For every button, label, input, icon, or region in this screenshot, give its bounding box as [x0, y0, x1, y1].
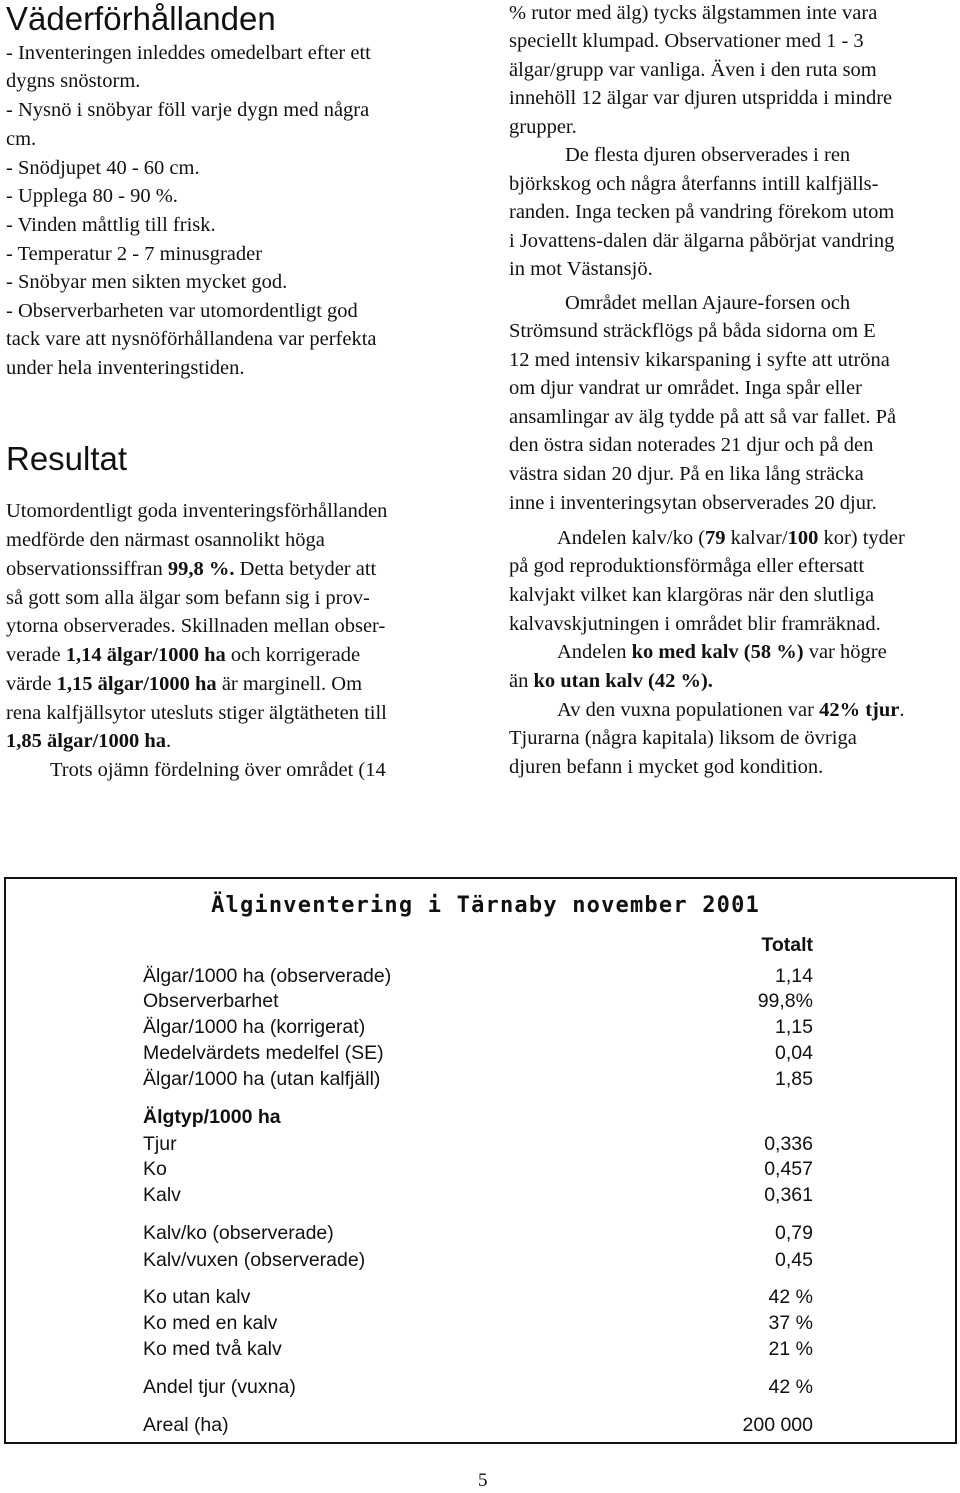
- row-value: 1,14: [775, 965, 813, 987]
- right-text: än: [509, 670, 534, 692]
- section-label: Älgtyp/1000 ha: [143, 1106, 281, 1128]
- right-text: .: [899, 699, 905, 721]
- results-line: [6, 730, 171, 753]
- row-value: 42 %: [768, 1376, 813, 1398]
- results-line: Utomordentligt goda inventeringsförhållanden: [6, 500, 388, 522]
- row-value: 21 %: [768, 1338, 813, 1360]
- right-line: grupper.: [509, 116, 577, 138]
- conditions-line: under hela inventeringstiden.: [6, 357, 245, 379]
- column-header-totalt: Totalt: [761, 934, 813, 956]
- row-label: Medelvärdets medelfel (SE): [143, 1042, 384, 1064]
- right-text: kalvar/: [725, 527, 788, 549]
- page-number: 5: [478, 1470, 488, 1491]
- right-line: innehöll 12 älgar var djuren utspridda i mindre: [509, 87, 893, 109]
- right-line: [557, 641, 887, 664]
- results-line: [6, 644, 360, 667]
- right-line: [557, 699, 904, 722]
- right-bold: 100: [787, 527, 819, 549]
- right-text: Av den vuxna populationen var: [557, 699, 820, 721]
- row-value: 99,8%: [757, 990, 813, 1012]
- right-bold: ko utan kalv (42 %).: [533, 670, 713, 692]
- right-bold: ko med kalv (58 %): [631, 641, 804, 663]
- row-value: 1,15: [775, 1016, 813, 1038]
- results-text: observationssiffran: [6, 558, 168, 580]
- right-text: Andelen kalv/ko (: [557, 527, 706, 549]
- right-line: [509, 670, 713, 693]
- row-value: 0,45: [775, 1249, 813, 1271]
- row-value: 42 %: [768, 1286, 813, 1308]
- right-bold: 42% tjur: [819, 699, 900, 721]
- row-value: 0,361: [764, 1184, 813, 1206]
- right-line: % rutor med älg) tycks älgstammen inte vara: [509, 2, 878, 24]
- right-text: var högre: [803, 641, 887, 663]
- right-line: Området mellan Ajaure-forsen och: [565, 292, 851, 314]
- right-text: Andelen: [557, 641, 632, 663]
- right-line: björkskog och några återfanns intill kalfjälls-: [509, 173, 879, 195]
- row-label: Ko med två kalv: [143, 1338, 282, 1360]
- right-line: [557, 527, 905, 550]
- conditions-line: - Temperatur 2 - 7 minusgrader: [6, 243, 263, 265]
- table-title: Älginventering i Tärnaby november 2001: [211, 893, 760, 918]
- results-line: medförde den närmast osannolikt höga: [6, 529, 325, 551]
- heading-results: Resultat: [6, 440, 128, 477]
- row-value: 200 000: [742, 1414, 813, 1436]
- conditions-line: - Vinden måttlig till frisk.: [6, 214, 216, 236]
- results-line: så gott som alla älgar som befann sig i prov-: [6, 587, 370, 609]
- right-line: kalvavskjutningen i området blir framräknad.: [509, 613, 881, 635]
- results-bold: 1,85 älgar/1000 ha: [6, 730, 167, 752]
- right-line: inne i inventeringsytan observerades 20 djur.: [509, 492, 877, 514]
- row-value: 37 %: [768, 1312, 813, 1334]
- conditions-line: cm.: [6, 128, 37, 150]
- right-line: randen. Inga tecken på vandring förekom utom: [509, 201, 895, 223]
- right-line: i Jovattens-dalen där älgarna påbörjat vandring: [509, 230, 895, 252]
- row-label: Kalv: [143, 1184, 181, 1206]
- row-label: Observerbarhet: [143, 990, 279, 1012]
- conditions-line: - Snöbyar men sikten mycket god.: [6, 271, 288, 293]
- row-label: Ko utan kalv: [143, 1286, 251, 1308]
- results-text: är marginell. Om: [216, 673, 363, 695]
- right-line: in mot Västansjö.: [509, 258, 653, 280]
- right-line: på god reproduktionsförmåga eller eftersatt: [509, 555, 865, 577]
- right-line: den östra sidan noterades 21 djur och på den: [509, 434, 874, 456]
- row-value: 0,04: [775, 1042, 813, 1064]
- right-line: västra sidan 20 djur. På en lika lång sträcka: [509, 463, 864, 485]
- conditions-line: - Observerbarheten var utomordentligt god: [6, 300, 358, 322]
- heading-weather-conditions: Väderförhållanden: [6, 0, 276, 37]
- results-line: Trots ojämn fördelning över området (14: [50, 759, 386, 781]
- right-line: älgar/grupp var vanliga. Även i den ruta som: [509, 59, 877, 81]
- row-label: Älgar/1000 ha (korrigerat): [143, 1016, 366, 1038]
- row-label: Areal (ha): [143, 1414, 229, 1436]
- results-line: [6, 558, 376, 581]
- conditions-line: - Snödjupet 40 - 60 cm.: [6, 157, 200, 179]
- results-text: Detta betyder att: [234, 558, 377, 580]
- right-line: djuren befann i mycket god kondition.: [509, 756, 824, 778]
- row-label: Ko med en kalv: [143, 1312, 278, 1334]
- right-line: om djur vandrat ur området. Inga spår eller: [509, 377, 862, 399]
- right-line: ansamlingar av älg tydde på att så var fallet. På: [509, 406, 897, 428]
- results-text: verade: [6, 644, 66, 666]
- right-line: Strömsund sträckflögs på båda sidorna om E: [509, 320, 876, 342]
- results-bold: 99,8 %.: [167, 558, 235, 580]
- results-text: och korrigerade: [225, 644, 361, 666]
- row-value: 1,85: [775, 1068, 813, 1090]
- conditions-line: tack vare att nysnöförhållandena var perfekta: [6, 328, 377, 350]
- right-line: kalvjakt vilket kan klargöras när den slutliga: [509, 584, 875, 606]
- row-value: 0,457: [764, 1158, 813, 1180]
- row-label: Ko: [143, 1158, 167, 1180]
- results-line: ytorna observerades. Skillnaden mellan obser-: [6, 615, 386, 637]
- row-label: Kalv/ko (observerade): [143, 1222, 334, 1244]
- row-label: Andel tjur (vuxna): [143, 1376, 296, 1398]
- results-bold: 1,14 älgar/1000 ha: [65, 644, 226, 666]
- conditions-line: - Nysnö i snöbyar föll varje dygn med några: [6, 99, 370, 121]
- right-line: De flesta djuren observerades i ren: [565, 144, 851, 166]
- row-label: Kalv/vuxen (observerade): [143, 1249, 366, 1271]
- row-value: 0,79: [775, 1222, 813, 1244]
- row-label: Älgar/1000 ha (utan kalfjäll): [143, 1068, 381, 1090]
- results-text: värde: [6, 673, 57, 695]
- results-bold: 1,15 älgar/1000 ha: [56, 673, 217, 695]
- right-line: 12 med intensiv kikarspaning i syfte att utröna: [509, 349, 890, 371]
- right-line: Tjurarna (några kapitala) liksom de övriga: [509, 727, 857, 749]
- results-line: rena kalfjällsytor utesluts stiger älgtätheten till: [6, 702, 387, 724]
- results-line: [6, 673, 362, 696]
- conditions-line: dygns snöstorm.: [6, 70, 141, 92]
- row-label: Älgar/1000 ha (observerade): [143, 965, 392, 987]
- row-label: Tjur: [143, 1133, 177, 1155]
- row-value: 0,336: [764, 1133, 813, 1155]
- right-text: kor) tyder: [818, 527, 905, 549]
- right-line: speciellt klumpad. Observationer med 1 - 3: [509, 30, 864, 52]
- right-bold: 79: [705, 527, 726, 549]
- conditions-line: - Inventeringen inleddes omedelbart efter ett: [6, 42, 371, 64]
- conditions-line: - Upplega 80 - 90 %.: [6, 185, 178, 207]
- results-text: .: [166, 730, 172, 752]
